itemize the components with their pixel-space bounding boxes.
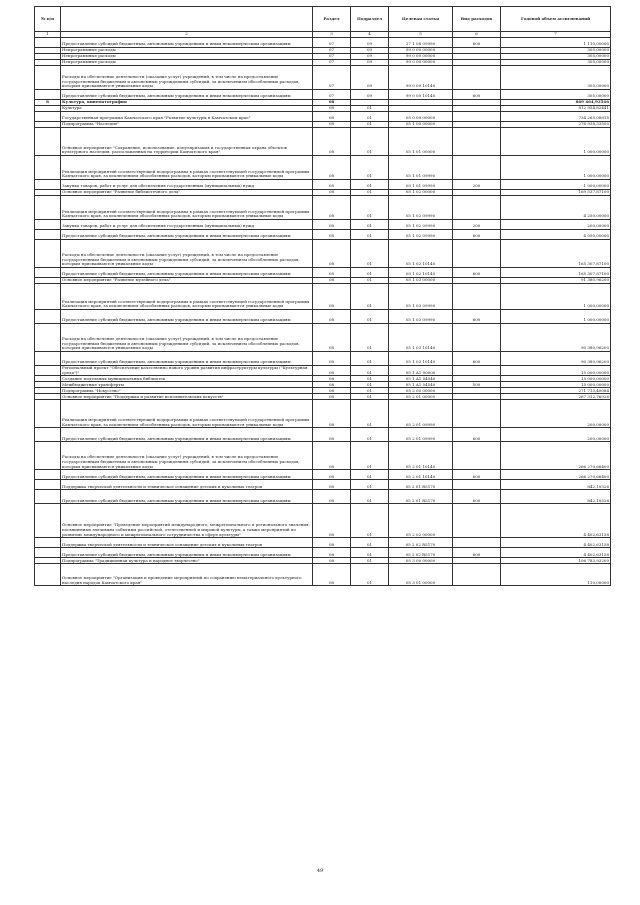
row-number	[35, 480, 61, 490]
row-subsection: 01	[351, 240, 389, 268]
row-amount: 1 000,00000	[501, 128, 611, 156]
row-name: Основное мероприятие "Сохранение, использование, популяризация и государственная охрана объектов культурного наследия, расположенных на территории Камчатского края"	[61, 128, 313, 156]
header-section: Раздел	[313, 7, 351, 32]
row-section: 08	[313, 278, 351, 284]
row-section: 07	[313, 90, 351, 100]
row-number	[35, 470, 61, 480]
row-expense-type	[453, 128, 501, 156]
row-target-article: 05 1 02 00000	[389, 190, 453, 196]
row-section: 08	[313, 376, 351, 382]
row-amount: 4 402,63158	[501, 538, 611, 548]
row-name: Поддержка творческой деятельности и техническое оснащение детских и кукольных театров	[61, 538, 313, 548]
row-amount: 276 938,33500	[501, 122, 611, 128]
row-subsection: 01	[351, 220, 389, 230]
row-expense-type	[453, 112, 501, 122]
table-row	[35, 112, 611, 122]
row-name: Основное мероприятие "Развитие библиотечного дела"	[61, 190, 313, 196]
row-amount: 91 380,96200	[501, 278, 611, 284]
row-target-article: 99 0 00 10140	[389, 90, 453, 100]
row-expense-type: 600	[453, 310, 501, 324]
row-subsection: 01	[351, 268, 389, 278]
row-amount: 200,00000	[501, 400, 611, 428]
row-section: 08	[313, 382, 351, 388]
row-number	[35, 240, 61, 268]
row-subsection: 01	[351, 382, 389, 388]
row-name: Реализация мероприятий соответствующей подпрограммы в рамках соответствующей государственной программы Камчатского края, за исключением обособленных расходов, которым присваиваются уникальные коды	[61, 156, 313, 180]
row-expense-type	[453, 196, 501, 220]
row-target-article: 05 1 02 09990	[389, 230, 453, 240]
row-target-article: 05 2 02 R5170	[389, 548, 453, 558]
row-subsection: 01	[351, 394, 389, 400]
table-row	[35, 538, 611, 548]
row-target-article: 05 3 00 00000	[389, 558, 453, 564]
table-row	[35, 564, 611, 586]
row-name: Предоставление субсидий бюджетным, автономным учреждениям и иным некоммерческим организациям	[61, 490, 313, 504]
row-subsection: 01	[351, 180, 389, 190]
row-target-article: 05 2 00 00000	[389, 388, 453, 394]
row-number	[35, 230, 61, 240]
table-row	[35, 268, 611, 278]
table-row	[35, 480, 611, 490]
row-target-article: 05 1 02 09990	[389, 196, 453, 220]
row-subsection: 09	[351, 66, 389, 90]
row-target-article: 05 1 03 09990	[389, 310, 453, 324]
row-expense-type: 500	[453, 382, 501, 388]
row-amount: 812 954,82441	[501, 106, 611, 112]
row-subsection: 09	[351, 48, 389, 54]
row-name: Поддержка творческой деятельности и техническое оснащение детских и кукольных театров	[61, 480, 313, 490]
row-number	[35, 400, 61, 428]
row-subsection: 01	[351, 504, 389, 538]
page-number: 49	[316, 868, 324, 874]
row-section: 08	[313, 230, 351, 240]
row-expense-type	[453, 324, 501, 352]
row-section: 08	[313, 558, 351, 564]
row-name: Подпрограмма "Искусство"	[61, 388, 313, 394]
table-row	[35, 548, 611, 558]
row-name: Непрограммные расходы	[61, 54, 313, 60]
row-amount: 305,00000	[501, 54, 611, 60]
row-name: Межбюджетные трансферты	[61, 382, 313, 388]
row-target-article: 05 2 01 00000	[389, 394, 453, 400]
table-row	[35, 230, 611, 240]
row-amount: 4 402,63158	[501, 504, 611, 538]
row-number	[35, 180, 61, 190]
row-amount: 165 307,87100	[501, 240, 611, 268]
row-expense-type	[453, 366, 501, 376]
row-section: 08	[313, 190, 351, 196]
row-subsection: 01	[351, 106, 389, 112]
row-number	[35, 352, 61, 366]
row-subsection: 01	[351, 324, 389, 352]
row-name: Закупка товаров, работ и услуг для обеспечения государственных (муниципальных) нужд	[61, 180, 313, 190]
row-name: Подпрограмма "Традиционная культура и народное творчество"	[61, 558, 313, 564]
row-target-article: 99 0 00 00000	[389, 48, 453, 54]
row-target-article: 05 1 01 09990	[389, 156, 453, 180]
row-expense-type	[453, 480, 501, 490]
row-number	[35, 156, 61, 180]
row-subsection: 01	[351, 156, 389, 180]
row-subsection: 01	[351, 190, 389, 196]
row-amount: 267 312,76926	[501, 394, 611, 400]
row-target-article: 05 2 02 R5170	[389, 538, 453, 548]
row-section: 07	[313, 54, 351, 60]
row-target-article: 99 0 00 00000	[389, 54, 453, 60]
row-amount: 169 537,87100	[501, 190, 611, 196]
row-target-article: 05 1 01 00000	[389, 128, 453, 156]
row-name: Основное мероприятие "Поддержка и развитие исполнительских искусств"	[61, 394, 313, 400]
row-name: Закупка товаров, работ и услуг для обеспечения государственных (муниципальных) нужд	[61, 220, 313, 230]
table-row	[35, 156, 611, 180]
row-section: 08	[313, 388, 351, 394]
row-section: 07	[313, 38, 351, 48]
table-row	[35, 352, 611, 366]
row-amount: 842,10526	[501, 490, 611, 504]
row-name: Расходы на обеспечение деятельности (оказание услуг) учреждений, в том числе на предоставление государственным бюджетным и автономным учреждениям субсидий, за исключением обособленных расходов, которым присваиваются уникальные коды	[61, 66, 313, 90]
row-number	[35, 128, 61, 156]
row-amount: 266 270,66400	[501, 470, 611, 480]
row-target-article: 05 1 A1 54540	[389, 376, 453, 382]
table-row	[35, 220, 611, 230]
row-section: 08	[313, 470, 351, 480]
row-target-article: 99 0 00 10140	[389, 66, 453, 90]
row-name: Основное мероприятие "Проведение мероприятий международного, межрегионального и регионального значения, посвященных значимым событиям российской, отечественной и мировой культуры, а также мероприятий по развитию международного и межрегионального сотрудничества в сфере культуры"	[61, 504, 313, 538]
row-amount: 305,00000	[501, 48, 611, 54]
row-section: 07	[313, 48, 351, 54]
column-number: 7	[501, 32, 611, 38]
row-number	[35, 442, 61, 470]
table-body	[35, 38, 611, 586]
row-section: 08	[313, 112, 351, 122]
row-number	[35, 112, 61, 122]
row-subsection: 01	[351, 558, 389, 564]
row-name: Реализация мероприятий соответствующей подпрограммы в рамках соответствующей государственной программы Камчатского края, за исключением обособленных расходов, которым присваиваются уникальные коды	[61, 196, 313, 220]
header-number: № п/п	[35, 7, 61, 32]
row-amount: 4 250,00000	[501, 196, 611, 220]
row-section: 07	[313, 66, 351, 90]
budget-table-sheet	[34, 6, 610, 586]
row-expense-type: 200	[453, 180, 501, 190]
row-amount: 1 000,00000	[501, 284, 611, 310]
row-name: Предоставление субсидий бюджетным, автономным учреждениям и иным некоммерческим организациям	[61, 90, 313, 100]
table-row	[35, 90, 611, 100]
row-target-article: 05 1 03 10140	[389, 352, 453, 366]
row-target-article: 05 3 01 00000	[389, 564, 453, 586]
row-number	[35, 38, 61, 48]
row-name: Основное мероприятие "Организация и проведение мероприятий по сохранению нематериального культурного наследия народов Камчатского края"	[61, 564, 313, 586]
row-number	[35, 564, 61, 586]
row-number: 8	[35, 100, 61, 106]
row-amount: 110,00000	[501, 564, 611, 586]
row-subsection: 01	[351, 278, 389, 284]
row-subsection: 01	[351, 310, 389, 324]
row-subsection: 01	[351, 196, 389, 220]
row-amount: 842,10526	[501, 480, 611, 490]
table-row	[35, 310, 611, 324]
row-section: 08	[313, 122, 351, 128]
row-number	[35, 538, 61, 548]
row-name: Предоставление субсидий бюджетным, автономным учреждениям и иным некоммерческим организациям	[61, 268, 313, 278]
row-amount: 200,00000	[501, 220, 611, 230]
column-number: 2	[61, 32, 313, 38]
row-amount: 4 402,63158	[501, 548, 611, 558]
row-section: 08	[313, 156, 351, 180]
row-expense-type: 600	[453, 230, 501, 240]
row-expense-type: 600	[453, 470, 501, 480]
row-number	[35, 504, 61, 538]
column-number: 3	[313, 32, 351, 38]
table-row	[35, 196, 611, 220]
table-row	[35, 284, 611, 310]
row-target-article: 05 1 02 09990	[389, 220, 453, 230]
row-section: 08	[313, 490, 351, 504]
row-name: Предоставление субсидий бюджетным, автономным учреждениям и иным некоммерческим организациям	[61, 352, 313, 366]
row-expense-type: 600	[453, 428, 501, 442]
row-subsection: 09	[351, 60, 389, 66]
row-expense-type	[453, 504, 501, 538]
row-target-article: 05 1 A1 00000	[389, 366, 453, 376]
row-target-article: 27 1 08 09990	[389, 38, 453, 48]
row-section: 08	[313, 400, 351, 428]
row-section: 08	[313, 352, 351, 366]
row-section: 08	[313, 442, 351, 470]
table-row	[35, 366, 611, 376]
row-amount: 305,00000	[501, 60, 611, 66]
row-number	[35, 220, 61, 230]
table-row	[35, 324, 611, 352]
table-row	[35, 38, 611, 48]
row-amount: 15 000,00000	[501, 376, 611, 382]
row-number	[35, 366, 61, 376]
row-number	[35, 268, 61, 278]
row-number	[35, 310, 61, 324]
row-amount: 15 000,00000	[501, 382, 611, 388]
table-row	[35, 180, 611, 190]
row-target-article: 05 1 03 09990	[389, 284, 453, 310]
header-target-article: Целевая статья	[389, 7, 453, 32]
row-section: 08	[313, 394, 351, 400]
row-target-article: 05 1 03 10140	[389, 324, 453, 352]
row-target-article: 05 1 00 00000	[389, 122, 453, 128]
table-row	[35, 442, 611, 470]
row-section: 08	[313, 564, 351, 586]
column-number: 1	[35, 32, 61, 38]
row-name: Государственная программа Камчатского края "Развитие культуры в Камчатском крае"	[61, 112, 313, 122]
row-expense-type: 600	[453, 268, 501, 278]
row-name: Предоставление субсидий бюджетным, автономным учреждениям и иным некоммерческим организациям	[61, 470, 313, 480]
row-section: 08	[313, 268, 351, 278]
row-section: 08	[313, 240, 351, 268]
row-name: Реализация мероприятий соответствующей подпрограммы в рамках соответствующей государственной программы Камчатского края, за исключением обособленных расходов, которым присваиваются уникальные коды	[61, 284, 313, 310]
row-target-article: 05 2 01 10140	[389, 470, 453, 480]
row-name: Предоставление субсидий бюджетным, автономным учреждениям и иным некоммерческим организациям	[61, 548, 313, 558]
row-subsection: 01	[351, 366, 389, 376]
row-subsection: 09	[351, 54, 389, 60]
table-row	[35, 66, 611, 90]
table-row	[35, 490, 611, 504]
row-name: Предоставление субсидий бюджетным, автономным учреждениям и иным некоммерческим организациям	[61, 38, 313, 48]
row-target-article: 05 1 02 10140	[389, 240, 453, 268]
row-expense-type	[453, 240, 501, 268]
row-number	[35, 196, 61, 220]
header-subsection: Подраздел	[351, 7, 389, 32]
column-number: 6	[453, 32, 501, 38]
row-section: 08	[313, 366, 351, 376]
column-number: 5	[389, 32, 453, 38]
row-name: Расходы на обеспечение деятельности (оказание услуг) учреждений, в том числе на предоставление государственным бюджетным и автономным учреждениям субсидий, за исключением обособленных расходов, которым присваиваются уникальные коды	[61, 240, 313, 268]
row-expense-type: 600	[453, 548, 501, 558]
row-subsection: 01	[351, 428, 389, 442]
row-expense-type: 600	[453, 490, 501, 504]
row-subsection: 01	[351, 352, 389, 366]
row-section: 08	[313, 128, 351, 156]
row-subsection: 01	[351, 470, 389, 480]
row-expense-type	[453, 284, 501, 310]
row-amount: 1 000,00000	[501, 180, 611, 190]
table-row	[35, 128, 611, 156]
header-name	[61, 7, 313, 32]
table-row	[35, 470, 611, 480]
header-expense-type: Вид расходов	[453, 7, 501, 32]
row-subsection: 01	[351, 388, 389, 394]
row-section: 08	[313, 284, 351, 310]
row-name: Культура	[61, 106, 313, 112]
row-amount: 869 464,93546	[501, 100, 611, 106]
budget-table	[34, 6, 611, 586]
row-name: Предоставление субсидий бюджетным, автономным учреждениям и иным некоммерческим организациям	[61, 310, 313, 324]
row-amount: 90 380,96200	[501, 352, 611, 366]
row-number	[35, 490, 61, 504]
row-amount: 106 783,93200	[501, 558, 611, 564]
row-number	[35, 548, 61, 558]
row-expense-type	[453, 66, 501, 90]
row-section: 08	[313, 106, 351, 112]
row-amount: 165 307,87100	[501, 268, 611, 278]
row-expense-type	[453, 564, 501, 586]
row-target-article: 05 1 A1 54540	[389, 382, 453, 388]
row-target-article: 05 2 01 10140	[389, 442, 453, 470]
table-header-row	[35, 7, 611, 32]
row-section: 08	[313, 548, 351, 558]
row-subsection: 01	[351, 128, 389, 156]
row-subsection: 01	[351, 490, 389, 504]
row-subsection: 01	[351, 548, 389, 558]
row-section: 08	[313, 324, 351, 352]
row-subsection: 01	[351, 538, 389, 548]
row-name: Непрограммные расходы	[61, 48, 313, 54]
row-section: 08	[313, 220, 351, 230]
row-name: Создание модельных муниципальных библиотек	[61, 376, 313, 382]
row-subsection: 01	[351, 564, 389, 586]
row-subsection: 09	[351, 38, 389, 48]
row-amount: 90 380,96200	[501, 324, 611, 352]
row-amount: 15 000,00000	[501, 366, 611, 376]
row-number	[35, 90, 61, 100]
row-section: 08	[313, 196, 351, 220]
row-name: Культура, кинематография	[61, 100, 313, 106]
row-name: Предоставление субсидий бюджетным, автономным учреждениям и иным некоммерческим организациям	[61, 428, 313, 442]
row-target-article: 05 2 02 00000	[389, 504, 453, 538]
row-amount: 305,00000	[501, 90, 611, 100]
row-subsection: 01	[351, 400, 389, 428]
row-name: Расходы на обеспечение деятельности (оказание услуг) учреждений, в том числе на предоставление государственным бюджетным и автономным учреждениям субсидий, за исключением обособленных расходов, которым присваиваются уникальные коды	[61, 442, 313, 470]
row-name: Непрограммные расходы	[61, 60, 313, 66]
row-expense-type	[453, 538, 501, 548]
row-subsection: 01	[351, 230, 389, 240]
header-amount: Годовой объем ассигнований	[501, 7, 611, 32]
row-amount: 1 000,00000	[501, 156, 611, 180]
row-target-article: 05 1 01 09990	[389, 180, 453, 190]
row-expense-type	[453, 442, 501, 470]
row-target-article: 05 2 01 R5170	[389, 490, 453, 504]
row-amount: 200,00000	[501, 428, 611, 442]
row-number	[35, 324, 61, 352]
table-row	[35, 504, 611, 538]
row-section: 08	[313, 310, 351, 324]
row-target-article: 05 2 01 09990	[389, 428, 453, 442]
row-expense-type: 600	[453, 352, 501, 366]
row-name: Реализация мероприятий соответствующей подпрограммы в рамках соответствующей государственной программы Камчатского края, за исключением обособленных расходов, которым присваиваются уникальные коды	[61, 400, 313, 428]
row-target-article: 05 0 00 00000	[389, 112, 453, 122]
row-section: 08	[313, 538, 351, 548]
row-subsection: 01	[351, 442, 389, 470]
row-target-article: 05 1 02 10140	[389, 268, 453, 278]
row-subsection: 01	[351, 122, 389, 128]
row-target-article: 05 2 01 09990	[389, 400, 453, 428]
row-section: 08	[313, 480, 351, 490]
row-number	[35, 66, 61, 90]
row-amount: 4 050,00000	[501, 230, 611, 240]
row-expense-type: 600	[453, 38, 501, 48]
table-row	[35, 240, 611, 268]
row-target-article: 05 1 03 00000	[389, 278, 453, 284]
row-target-article: 05 2 01 R5170	[389, 480, 453, 490]
row-expense-type: 200	[453, 220, 501, 230]
row-subsection: 09	[351, 90, 389, 100]
row-name: Региональный проект "Обеспечение качественно нового уровня развития инфраструктуры культуры ("Культурная среда")"	[61, 366, 313, 376]
row-section: 08	[313, 428, 351, 442]
row-name: Основное мероприятие "Развитие музейного дела"	[61, 278, 313, 284]
table-row	[35, 428, 611, 442]
row-expense-type	[453, 156, 501, 180]
row-expense-type	[453, 400, 501, 428]
row-expense-type: 600	[453, 90, 501, 100]
row-amount: 271 713,40084	[501, 388, 611, 394]
row-amount: 1 000,00000	[501, 310, 611, 324]
row-number	[35, 428, 61, 442]
row-name: Предоставление субсидий бюджетным, автономным учреждениям и иным некоммерческим организациям	[61, 230, 313, 240]
row-name: Подпрограмма "Наследие"	[61, 122, 313, 128]
table-row	[35, 400, 611, 428]
column-number: 4	[351, 32, 389, 38]
row-target-article: 99 0 00 00000	[389, 60, 453, 66]
row-number	[35, 284, 61, 310]
row-subsection: 01	[351, 284, 389, 310]
row-subsection: 01	[351, 480, 389, 490]
row-subsection: 01	[351, 376, 389, 382]
row-amount: 734 265,08815	[501, 112, 611, 122]
row-amount: 1 110,00000	[501, 38, 611, 48]
row-subsection: 01	[351, 112, 389, 122]
row-amount: 266 270,66400	[501, 442, 611, 470]
row-amount: 305,00000	[501, 66, 611, 90]
row-name: Расходы на обеспечение деятельности (оказание услуг) учреждений, в том числе на предоставление государственным бюджетным и автономным учреждениям субсидий, за исключением обособленных расходов, которым присваиваются уникальные коды	[61, 324, 313, 352]
row-section: 08	[313, 100, 351, 106]
row-section: 08	[313, 180, 351, 190]
row-section: 07	[313, 60, 351, 66]
row-section: 08	[313, 504, 351, 538]
